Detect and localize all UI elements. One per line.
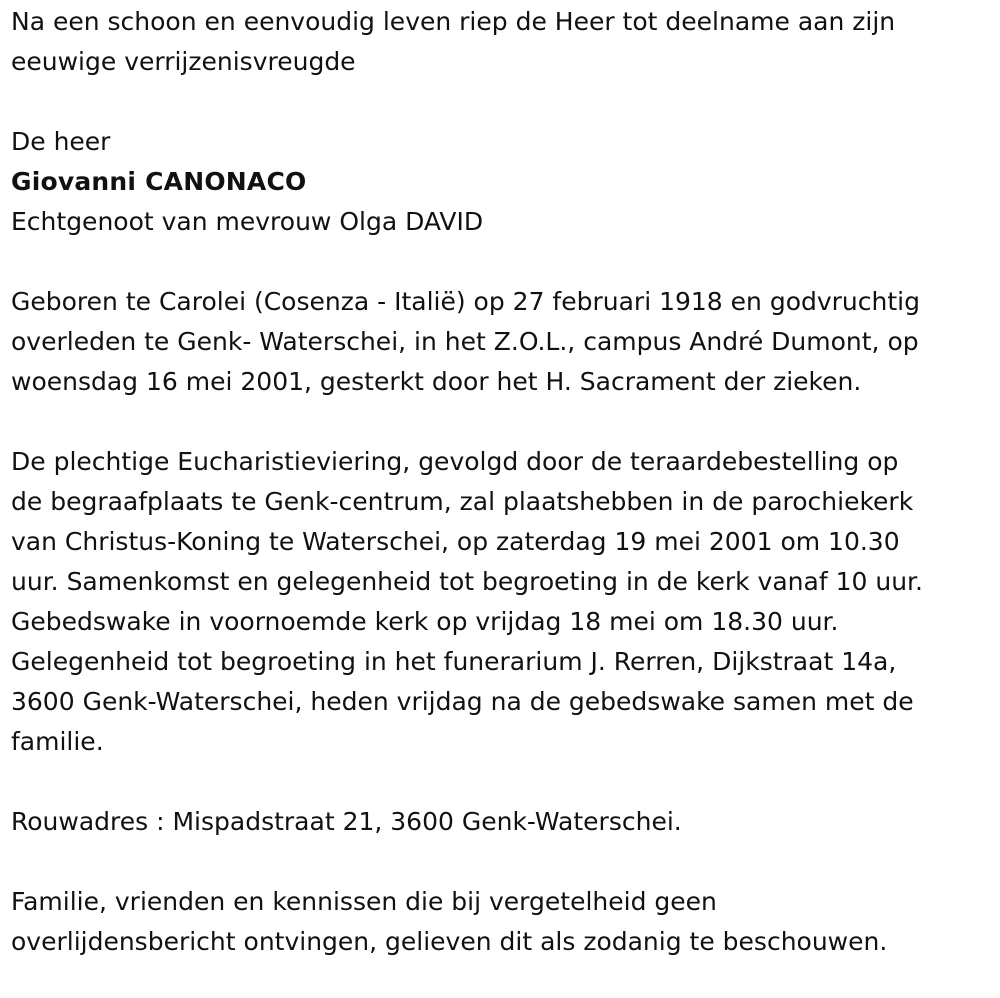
paragraph-spacer [11, 242, 988, 282]
closing-line: overlijdensbericht ontvingen, gelieven dit als zodanig te beschouwen. [11, 927, 888, 956]
intro-line: Na een schoon en eenvoudig leven riep de Heer tot deelname aan zijn [11, 7, 896, 36]
paragraph-spacer [11, 82, 988, 122]
mourning-address: Rouwadres : Mispadstraat 21, 3600 Genk-Waterschei. [11, 807, 682, 836]
ceremony-line: de begraafplaats te Genk-centrum, zal plaatshebben in de parochiekerk [11, 487, 914, 516]
obituary-notice [11, 2, 988, 962]
intro-paragraph [11, 2, 988, 82]
salutation: De heer [11, 127, 111, 156]
ceremony-line: uur. Samenkomst en gelegenheid tot begroeting in de kerk vanaf 10 uur. [11, 567, 923, 596]
paragraph-spacer [11, 402, 988, 442]
spouse-line: Echtgenoot van mevrouw Olga DAVID [11, 207, 484, 236]
ceremony-line: van Christus-Koning te Waterschei, op zaterdag 19 mei 2001 om 10.30 [11, 527, 900, 556]
paragraph-spacer [11, 762, 988, 802]
ceremony-line: Gebedswake in voornoemde kerk op vrijdag 18 mei om 18.30 uur. [11, 607, 839, 636]
intro-line: eeuwige verrijzenisvreugde [11, 47, 356, 76]
closing-paragraph [11, 882, 988, 962]
ceremony-line: Gelegenheid tot begroeting in het funerarium J. Rerren, Dijkstraat 14a, [11, 647, 897, 676]
birth-death-line: overleden te Genk- Waterschei, in het Z.O.L., campus André Dumont, op [11, 327, 919, 356]
ceremony-line: De plechtige Eucharistieviering, gevolgd door de teraardebestelling op [11, 447, 899, 476]
ceremony-paragraph [11, 442, 988, 762]
ceremony-line: 3600 Genk-Waterschei, heden vrijdag na de gebedswake samen met de [11, 687, 914, 716]
closing-line: Familie, vrienden en kennissen die bij vergetelheid geen [11, 887, 717, 916]
deceased-name: Giovanni CANONACO [11, 167, 307, 196]
paragraph-spacer [11, 842, 988, 882]
ceremony-line: familie. [11, 727, 104, 756]
birth-death-paragraph [11, 282, 988, 402]
birth-death-line: Geboren te Carolei (Cosenza - Italië) op 27 februari 1918 en godvruchtig [11, 287, 920, 316]
birth-death-line: woensdag 16 mei 2001, gesterkt door het H. Sacrament der zieken. [11, 367, 862, 396]
